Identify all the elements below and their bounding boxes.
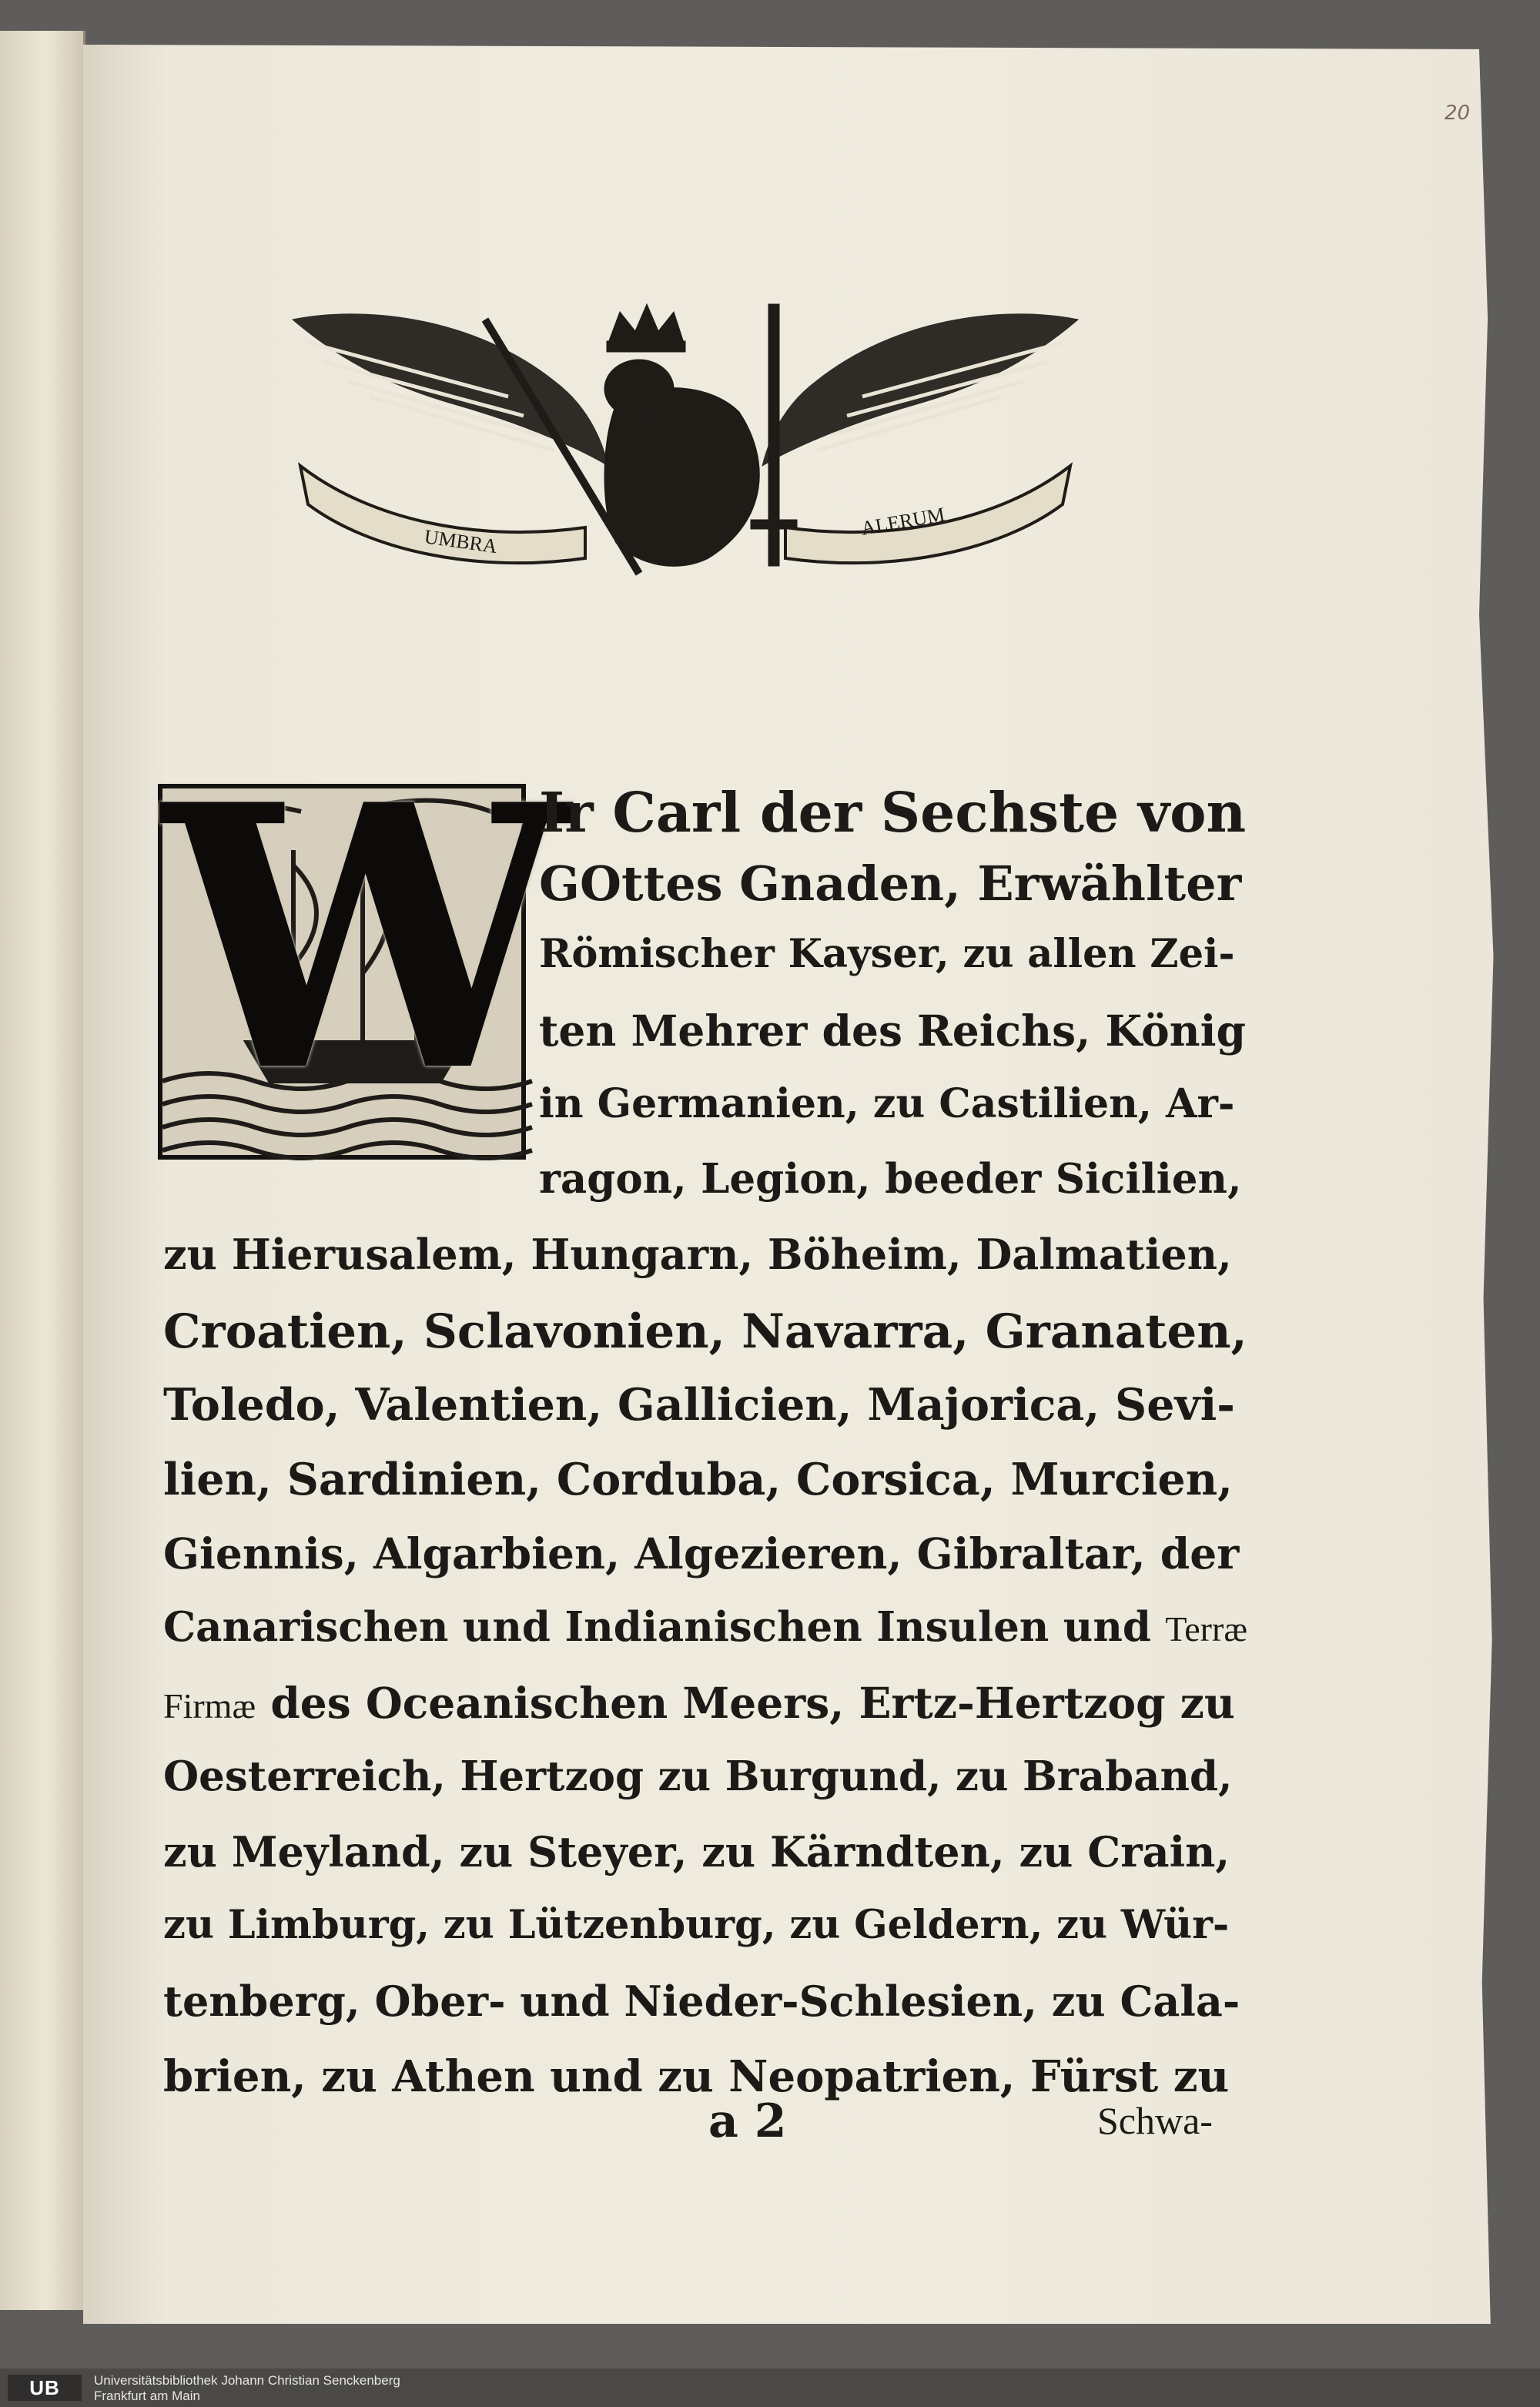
text-line: zu Limburg, zu Lützenburg, zu Geldern, zu Wür- [163, 1902, 1230, 1948]
text-line: brien, zu Athen und zu Neopatrien, Fürst zu [163, 2051, 1230, 2102]
eagle-vignette [277, 289, 1093, 597]
text-line: ragon, Legion, beeder Sicilien, [539, 1155, 1242, 1203]
ribbon-right-text: ALERUM [859, 503, 947, 540]
text-line: Giennis, Algarbien, Algezieren, Gibraltar, der [163, 1528, 1240, 1578]
text-line: zu Meyland, zu Steyer, zu Kärndten, zu Crain, [163, 1827, 1230, 1876]
left-page-edge [0, 31, 85, 2310]
text-line: Römischer Kayser, zu allen Zei- [539, 931, 1235, 977]
library-logo: UB [8, 2375, 82, 2401]
ribbon-left-text: UMBRA [423, 525, 499, 558]
text-line [163, 1603, 1247, 1651]
text-line: Ir Carl der Sechste von [539, 780, 1247, 845]
text-line: Toledo, Valentien, Gallicien, Majorica, Sevi- [163, 1379, 1235, 1431]
initial-letter: W [162, 726, 569, 1151]
footer-line-2: Frankfurt am Main [94, 2389, 200, 2403]
latin-terrae: Terræ [1165, 1609, 1247, 1649]
decorated-initial [158, 726, 569, 1160]
text-line: in Germanien, zu Castilien, Ar- [539, 1080, 1235, 1127]
text-line: GOttes Gnaden, Erwählter [539, 855, 1242, 912]
text-line: lien, Sardinien, Corduba, Corsica, Murcien, [163, 1454, 1233, 1505]
text-line-main: Canarischen und Indianischen Insulen und [163, 1603, 1151, 1651]
text-line: Oesterreich, Hertzog zu Burgund, zu Braband, [163, 1753, 1233, 1800]
catchword: Schwa- [1097, 2099, 1213, 2142]
text-line [163, 1678, 1235, 1728]
text-line: Croatien, Sclavonien, Navarra, Granaten, [163, 1304, 1247, 1359]
signature-mark: a 2 [708, 2094, 787, 2148]
text-line: tenberg, Ober- und Nieder-Schlesien, zu Cala- [163, 1977, 1240, 2026]
latin-firmae: Firmæ [163, 1686, 256, 1726]
footer-credit [94, 2373, 400, 2404]
text-line: zu Hierusalem, Hungarn, Böheim, Dalmatien, [163, 1230, 1232, 1279]
text-line-main: des Oceanischen Meers, Ertz-Hertzog zu [270, 1678, 1235, 1728]
footer-line-1: Universitätsbibliothek Johann Christian Senckenberg [94, 2373, 400, 2388]
footer-bar [0, 2369, 1540, 2407]
text-line: ten Mehrer des Reichs, König [539, 1006, 1247, 1056]
folio-number: 20 [1445, 102, 1471, 125]
crown-icon [608, 304, 684, 343]
eagle-right-wing [762, 314, 1078, 466]
